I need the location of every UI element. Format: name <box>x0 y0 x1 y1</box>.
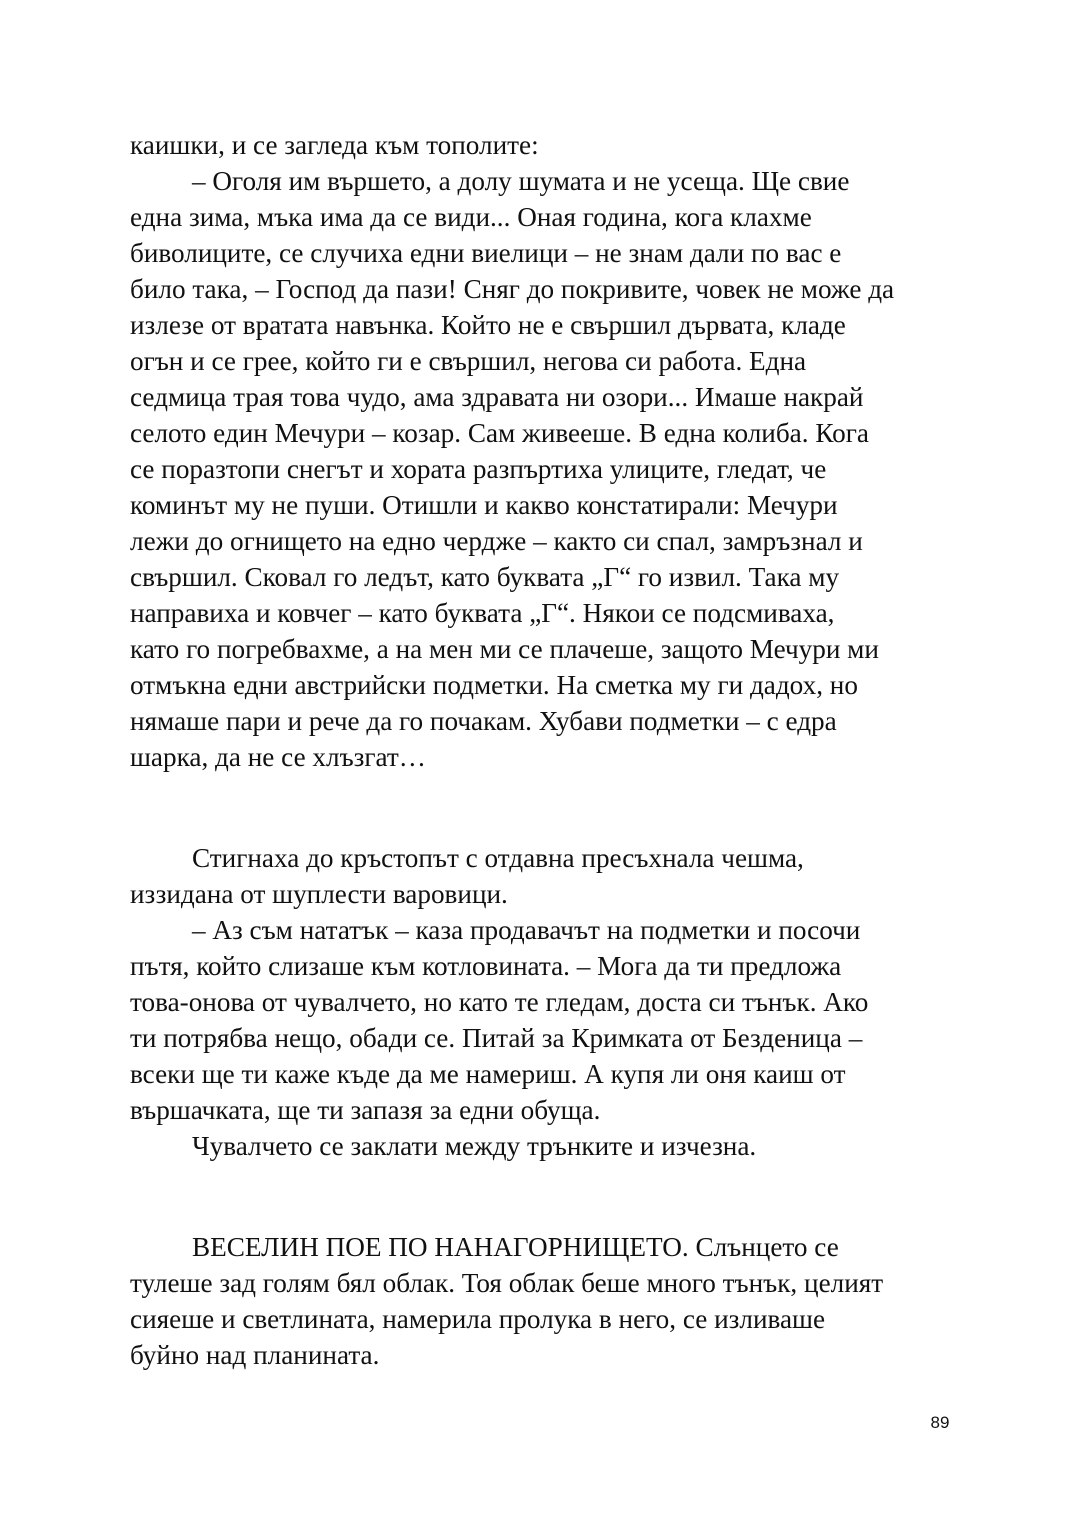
paragraph-block-crossroads <box>130 840 960 1164</box>
text-line: свършил. Сковал го ледът, като буквата „Г“ го извил. Така му <box>130 562 840 592</box>
paragraph-block-ascent <box>130 1229 960 1373</box>
text-line: Стигнаха до кръстопът с отдавна пресъхнала чешма, <box>192 843 804 873</box>
text-line: пътя, който слизаше към котловината. – Мога да ти предложа <box>130 951 842 981</box>
text-line: – Оголя им вършето, а долу шумата и не усеща. Ще свие <box>192 166 850 196</box>
text-line: ВЕСЕЛИН ПОЕ ПО НАНАГОРНИЩЕТО. Слънцето се <box>192 1232 839 1262</box>
text-line: направиха и ковчег – като буквата „Г“. Някои се подсмиваха, <box>130 598 835 628</box>
text-line: тулеше зад голям бял облак. Тоя облак беше много тънък, целият <box>130 1268 884 1298</box>
text-line: шарка, да не се хлъзгат… <box>130 742 426 772</box>
text-line: седмица трая това чудо, ама здравата ни озори... Имаше накрай <box>130 382 864 412</box>
text-line: една зима, мъка има да се види... Оная година, кога клахме <box>130 202 812 232</box>
text-line: – Аз съм нататък – каза продавачът на подметки и посочи <box>192 915 861 945</box>
text-line: селото един Мечури – козар. Сам живееше. В една колиба. Кога <box>130 418 869 448</box>
text-line: всеки ще ти каже къде да ме намериш. А купя ли оня каиш от <box>130 1059 846 1089</box>
text-line: биволиците, се случиха едни виелици – не знам дали по вас е <box>130 238 842 268</box>
text-line: коминът му не пуши. Отишли и какво констатирали: Мечури <box>130 490 838 520</box>
page-number: 89 <box>930 1413 950 1432</box>
text-line: каишки, и се загледа към тополите: <box>130 130 539 160</box>
text-line: нямаше пари и рече да го почакам. Хубави подметки – с едра <box>130 706 837 736</box>
text-line: се поразтопи снегът и хората разпъртиха улиците, гледат, че <box>130 454 827 484</box>
text-line: вършачката, ще ти запазя за едни обуща. <box>130 1095 601 1125</box>
text-line: излезе от вратата навънка. Който не е свършил дървата, кладе <box>130 310 846 340</box>
text-line: като го погребвахме, а на мен ми се плачеше, защото Мечури ми <box>130 634 879 664</box>
text-line: ти потрябва нещо, обади се. Питай за Кримката от Безденица – <box>130 1023 863 1053</box>
text-line: отмъкна едни австрийски подметки. На сметка му ги дадох, но <box>130 670 858 700</box>
text-line: иззидана от шуплести варовици. <box>130 879 508 909</box>
text-line: лежи до огнището на едно черджe – както си спал, замръзнал и <box>130 526 863 556</box>
text-line: огън и се грее, който ги е свършил, негова си работа. Една <box>130 346 807 376</box>
text-line: Чувалчето се заклати между трънките и изчезна. <box>192 1131 757 1161</box>
text-line: било така, – Господ да пази! Сняг до покривите, човек не може да <box>130 274 895 304</box>
text-line: буйно над планината. <box>130 1340 380 1370</box>
paragraph-block-dialogue <box>130 127 960 775</box>
text-line: това-онова от чувалчето, но като те гледам, доста си тънък. Ако <box>130 987 869 1017</box>
text-line: сияеше и светлината, намерила пролука в него, се изливаше <box>130 1304 826 1334</box>
